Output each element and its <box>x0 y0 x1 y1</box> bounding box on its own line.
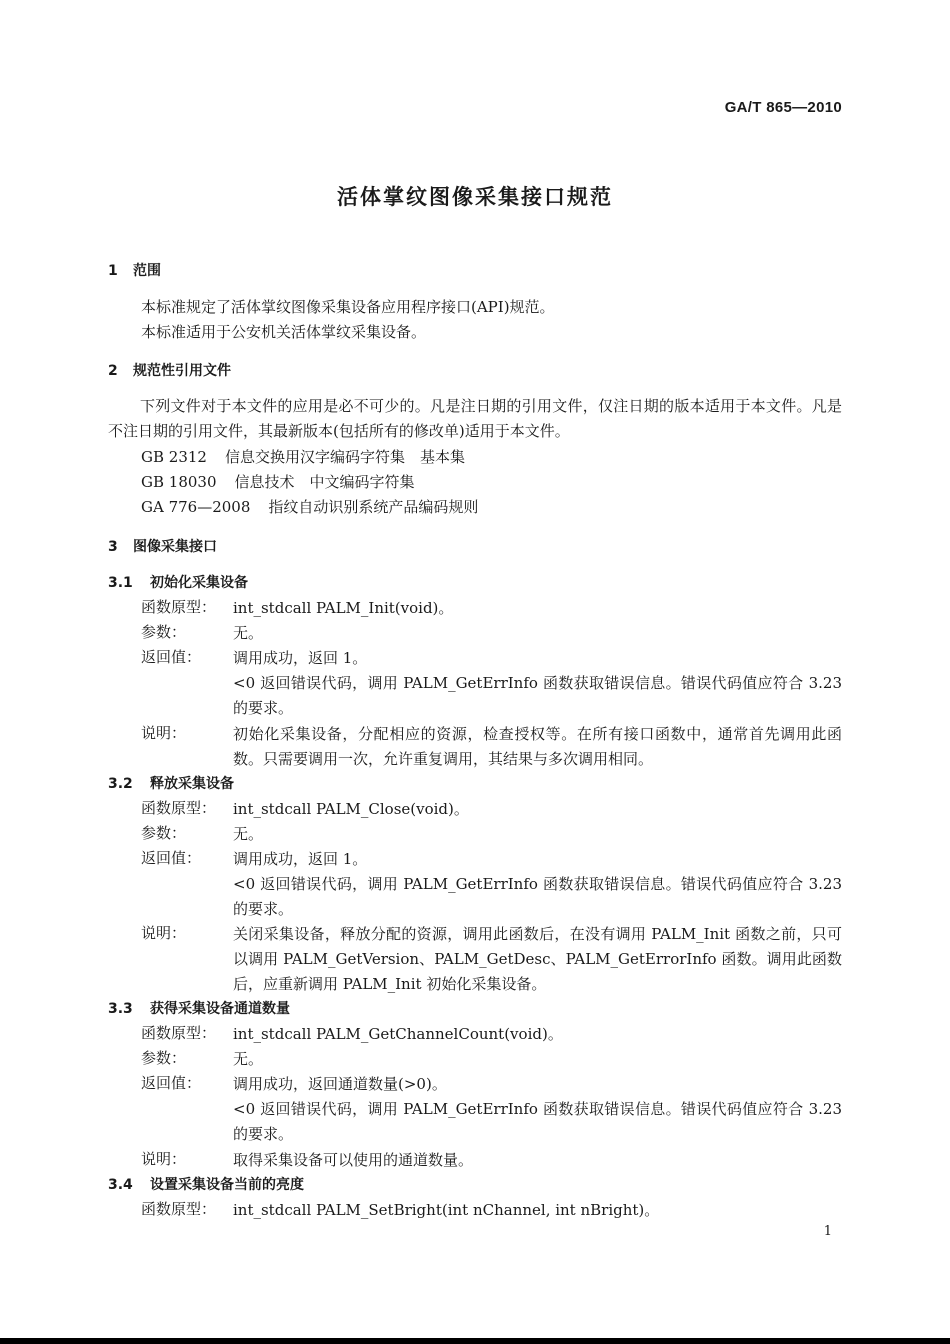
subsection-heading-3-2 <box>108 773 234 793</box>
section-heading-2 <box>108 360 231 380</box>
return-success-value: 调用成功，返回通道数量(>0)。 <box>233 1075 447 1093</box>
subsection-heading-3-1 <box>108 572 248 592</box>
desc-label: 说明： <box>141 924 187 942</box>
standard-code: GA/T 865—2010 <box>724 99 842 116</box>
subsection-title: 初始化采集设备 <box>150 575 248 591</box>
paragraph: 本标准规定了活体掌纹图像采集设备应用程序接口(API)规范。 <box>141 298 555 316</box>
prototype-value: int_stdcall PALM_Init(void)。 <box>233 599 454 617</box>
page-number: 1 <box>823 1224 832 1239</box>
reference-item <box>141 471 415 492</box>
reference-item <box>141 496 478 517</box>
prototype-value: int_stdcall PALM_SetBright(int nChannel, int nBright)。 <box>233 1201 660 1219</box>
reference-code: GA 776—2008 <box>141 498 251 516</box>
prototype-label: 函数原型： <box>141 1024 217 1042</box>
subsection-number: 3.3 <box>108 1001 133 1017</box>
return-success-value: 调用成功，返回 1。 <box>233 850 368 868</box>
subsection-heading-3-4 <box>108 1174 304 1194</box>
section-heading-1 <box>108 260 161 280</box>
bottom-border <box>0 1338 950 1344</box>
desc-value: 取得采集设备可以使用的通道数量。 <box>233 1151 474 1169</box>
paragraph: 下列文件对于本文件的应用是必不可少的。凡是注日期的引用文件，仅注日期的版本适用于本文件。凡是不注日期的引用文件，其最新版本(包括所有的修改单)适用于本文件。 <box>108 397 842 440</box>
reference-title: 信息交换用汉字编码字符集 基本集 <box>224 448 465 466</box>
section-title: 范围 <box>133 263 161 279</box>
desc-value: 初始化采集设备，分配相应的资源，检查授权等。在所有接口函数中，通常首先调用此函数。只需要调用一次，允许重复调用，其结果与多次调用相同。 <box>233 725 842 768</box>
prototype-value: int_stdcall PALM_Close(void)。 <box>233 800 469 818</box>
subsection-title: 获得采集设备通道数量 <box>150 1001 290 1017</box>
return-label: 返回值： <box>141 1074 202 1092</box>
desc-value: 关闭采集设备，释放分配的资源，调用此函数后，在没有调用 PALM_Init 函数之前，只可以调用 PALM_GetVersion、PALM_GetDesc、PALM_GetErrorInfo 函数。调用此函数后，应重新调用 PALM_Init 初始化采集设备。 <box>233 925 842 993</box>
params-value: 无。 <box>233 1050 264 1068</box>
params-label: 参数： <box>141 1049 187 1067</box>
subsection-number: 3.2 <box>108 776 133 792</box>
section-title: 规范性引用文件 <box>133 363 231 379</box>
reference-code: GB 2312 <box>141 448 207 466</box>
prototype-label: 函数原型： <box>141 1200 217 1218</box>
section-heading-3 <box>108 536 217 556</box>
paragraph: 本标准适用于公安机关活体掌纹采集设备。 <box>141 323 427 341</box>
subsection-number: 3.1 <box>108 575 133 591</box>
subsection-title: 设置采集设备当前的亮度 <box>150 1177 304 1193</box>
params-label: 参数： <box>141 623 187 641</box>
params-value: 无。 <box>233 825 264 843</box>
return-error-value: <0 返回错误代码，调用 PALM_GetErrInfo 函数获取错误信息。错误代码值应符合 3.23 的要求。 <box>233 875 842 918</box>
params-label: 参数： <box>141 824 187 842</box>
section-number: 2 <box>108 363 118 379</box>
prototype-value: int_stdcall PALM_GetChannelCount(void)。 <box>233 1025 563 1043</box>
desc-label: 说明： <box>141 724 187 742</box>
prototype-label: 函数原型： <box>141 598 217 616</box>
reference-title: 指纹自动识别系统产品编码规则 <box>268 498 479 516</box>
section-number: 3 <box>108 539 118 555</box>
reference-code: GB 18030 <box>141 473 217 491</box>
section-number: 1 <box>108 263 118 279</box>
subsection-number: 3.4 <box>108 1177 133 1193</box>
prototype-label: 函数原型： <box>141 799 217 817</box>
reference-item <box>141 446 465 467</box>
return-label: 返回值： <box>141 849 202 867</box>
subsection-heading-3-3 <box>108 998 290 1018</box>
params-value: 无。 <box>233 624 264 642</box>
desc-label: 说明： <box>141 1150 187 1168</box>
return-label: 返回值： <box>141 648 202 666</box>
return-error-value: <0 返回错误代码，调用 PALM_GetErrInfo 函数获取错误信息。错误代码值应符合 3.23 的要求。 <box>233 674 842 717</box>
document-title: 活体掌纹图像采集接口规范 <box>337 185 613 209</box>
return-error-value: <0 返回错误代码，调用 PALM_GetErrInfo 函数获取错误信息。错误代码值应符合 3.23 的要求。 <box>233 1100 842 1143</box>
section-title: 图像采集接口 <box>133 539 217 555</box>
return-success-value: 调用成功，返回 1。 <box>233 649 368 667</box>
reference-title: 信息技术 中文编码字符集 <box>234 473 415 491</box>
subsection-title: 释放采集设备 <box>150 776 234 792</box>
